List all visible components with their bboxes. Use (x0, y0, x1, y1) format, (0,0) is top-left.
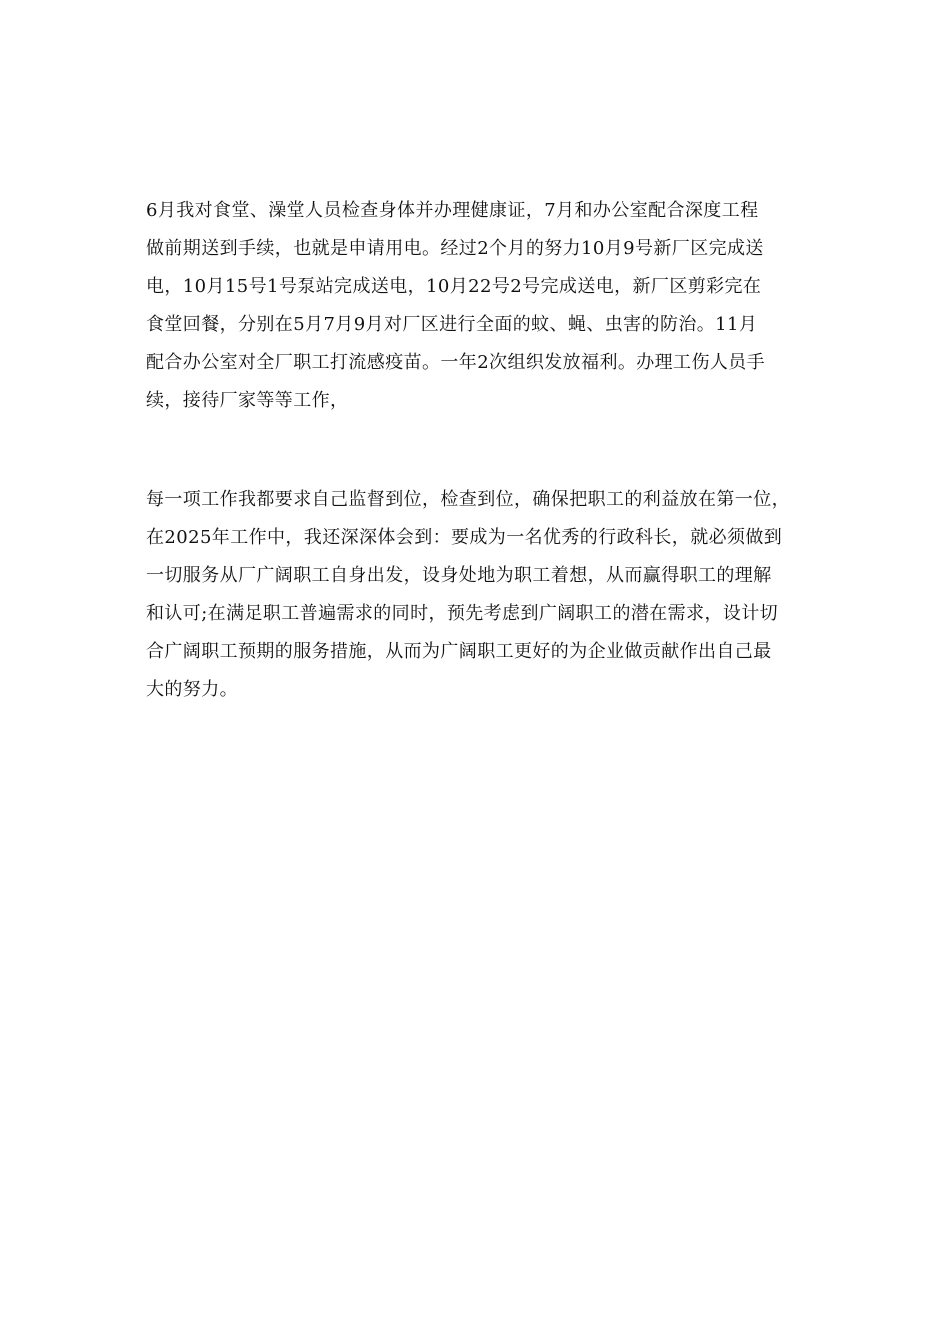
paragraph-line: 电，10月15号1号泵站完成送电，10月22号2号完成送电，新厂区剪彩完在 (146, 276, 762, 297)
paragraph-line: 合广阔职工预期的服务措施，从而为广阔职工更好的为企业做贡献作出自己最 (146, 641, 772, 662)
paragraph-line: 续，接待厂家等等工作， (146, 390, 349, 411)
paragraph-work-summary (146, 192, 826, 420)
paragraph-line: 大的努力。 (146, 679, 238, 700)
paragraph-line: 在2025年工作中，我还深深体会到：要成为一名优秀的行政科长，就必须做到 (146, 527, 783, 548)
paragraph-line: 做前期送到手续，也就是申请用电。经过2个月的努力10月9号新厂区完成送 (146, 238, 764, 259)
paragraph-line: 一切服务从厂广阔职工自身出发，设身处地为职工着想，从而赢得职工的理解 (146, 565, 772, 586)
paragraph-line: 6月我对食堂、澡堂人员检查身体并办理健康证，7月和办公室配合深度工程 (146, 200, 759, 221)
paragraph-line: 每一项工作我都要求自己监督到位，检查到位，确保把职工的利益放在第一位， (146, 489, 790, 510)
paragraph-line: 食堂回餐，分别在5月7月9月对厂区进行全面的蚊、蝇、虫害的防治。11月 (146, 314, 758, 335)
paragraph-reflection (146, 481, 826, 709)
paragraph-line: 配合办公室对全厂职工打流感疫苗。一年2次组织发放福利。办理工伤人员手 (146, 352, 766, 373)
paragraph-line: 和认可;在满足职工普遍需求的同时，预先考虑到广阔职工的潜在需求，设计切 (146, 603, 779, 624)
